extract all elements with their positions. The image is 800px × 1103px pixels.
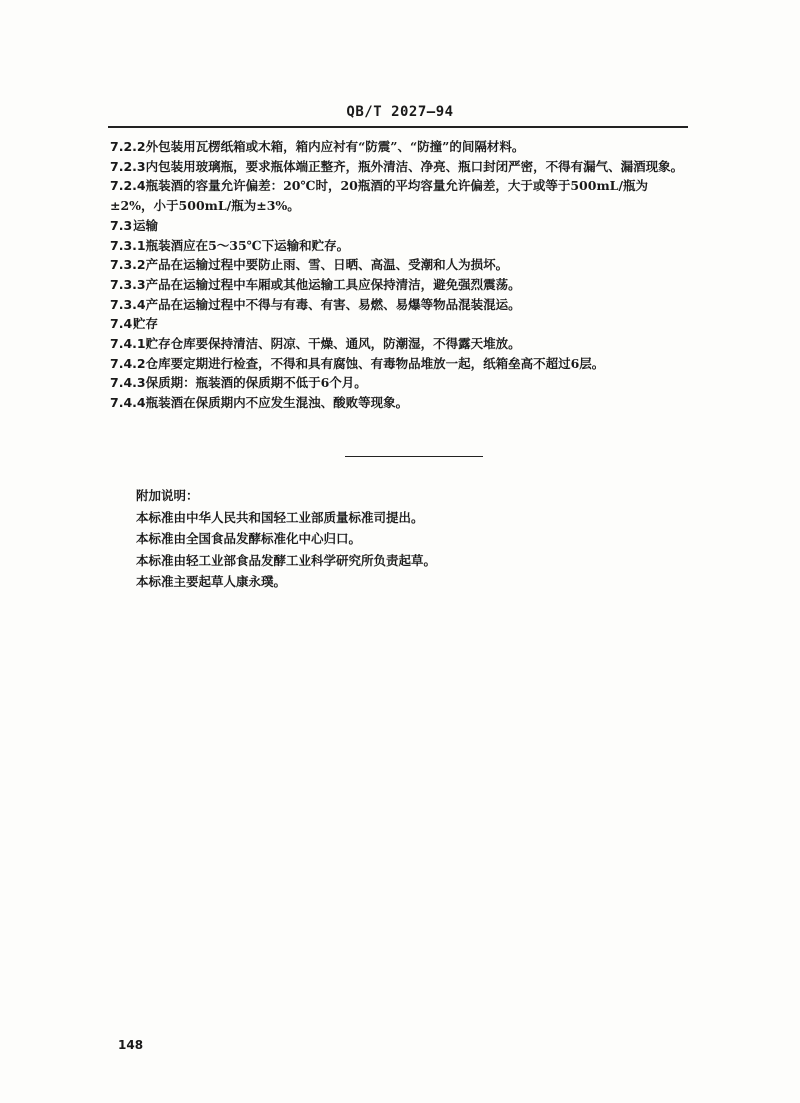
notes-title: 附加说明： <box>136 488 199 503</box>
clause-7-4-4 <box>110 393 690 413</box>
clause-7-2-4 <box>110 176 690 215</box>
section-heading-7-3 <box>110 216 690 236</box>
clause-text: 贮存仓库要保持清洁、阴凉、干燥、通风，防潮湿，不得露天堆放。 <box>145 336 521 352</box>
header-rule <box>108 126 688 128</box>
section-title: 贮存 <box>133 316 159 332</box>
clause-number: 7.4.2 <box>110 355 146 371</box>
clause-number: 7.4.1 <box>110 336 146 352</box>
clause-7-4-2 <box>110 354 690 374</box>
notes-line: 本标准主要起草人康永璞。 <box>136 574 287 589</box>
clause-text: 产品在运输过程中不得与有毒、有害、易燃、易爆等物品混装混运。 <box>145 296 521 312</box>
notes-line: 本标准由中华人民共和国轻工业部质量标准司提出。 <box>136 509 424 525</box>
clause-7-3-2 <box>110 255 690 275</box>
clause-7-4-1 <box>110 334 690 354</box>
clause-7-4-3 <box>110 373 690 393</box>
clause-text: 保质期：瓶装酒的保质期不低于6个月。 <box>145 375 367 391</box>
clause-text: 产品在运输过程中车厢或其他运输工具应保持清洁，避免强烈震荡。 <box>145 276 521 292</box>
section-title: 运输 <box>133 217 159 233</box>
clause-number: 7.3.2 <box>110 257 146 273</box>
clause-number: 7.4.4 <box>110 395 146 411</box>
section-divider <box>345 456 483 457</box>
page-number: 148 <box>118 1038 144 1052</box>
clause-7-2-2 <box>110 137 690 157</box>
section-number: 7.3 <box>110 217 133 233</box>
clause-text: 内包装用玻璃瓶，要求瓶体端正整齐，瓶外清洁、净亮、瓶口封闭严密，不得有漏气、漏酒现象。 <box>145 158 684 174</box>
clause-text: 外包装用瓦楞纸箱或木箱，箱内应衬有“防震”、“防撞”的间隔材料。 <box>145 139 525 154</box>
clause-text: 瓶装酒在保质期内不应发生混浊、酸败等现象。 <box>145 395 409 411</box>
clause-number: 7.3.4 <box>110 296 146 312</box>
section-heading-7-4 <box>110 314 690 334</box>
clause-number: 7.3.3 <box>110 276 146 292</box>
clause-text: 瓶装酒的容量允许偏差：20℃时，20瓶酒的平均容量允许偏差，大于或等于500mL/瓶为±2%，小于500mL/瓶为±3%。 <box>110 178 649 214</box>
clause-number: 7.3.1 <box>110 237 146 253</box>
notes-line: 本标准由轻工业部食品发酵工业科学研究所负责起草。 <box>136 552 437 568</box>
clause-7-3-1 <box>110 236 690 256</box>
clause-7-2-3 <box>110 157 690 177</box>
additional-notes <box>136 485 656 593</box>
clause-7-3-3 <box>110 275 690 295</box>
clause-number: 7.2.3 <box>110 158 146 174</box>
clause-text: 产品在运输过程中要防止雨、雪、日晒、高温、受潮和人为损坏。 <box>145 257 509 273</box>
clause-number: 7.4.3 <box>110 375 146 391</box>
clause-text: 瓶装酒应在5～35℃下运输和贮存。 <box>145 237 350 253</box>
clause-7-3-4 <box>110 295 690 315</box>
clause-number: 7.2.2 <box>110 139 146 154</box>
clause-number: 7.2.4 <box>110 178 146 194</box>
notes-line: 本标准由全国食品发酵标准化中心归口。 <box>136 531 362 546</box>
clause-text: 仓库要定期进行检查，不得和具有腐蚀、有毒物品堆放一起，纸箱垒高不超过6层。 <box>145 355 605 371</box>
document-body <box>110 137 690 413</box>
section-number: 7.4 <box>110 316 133 332</box>
standard-code-header: QB/T 2027—94 <box>346 104 454 120</box>
